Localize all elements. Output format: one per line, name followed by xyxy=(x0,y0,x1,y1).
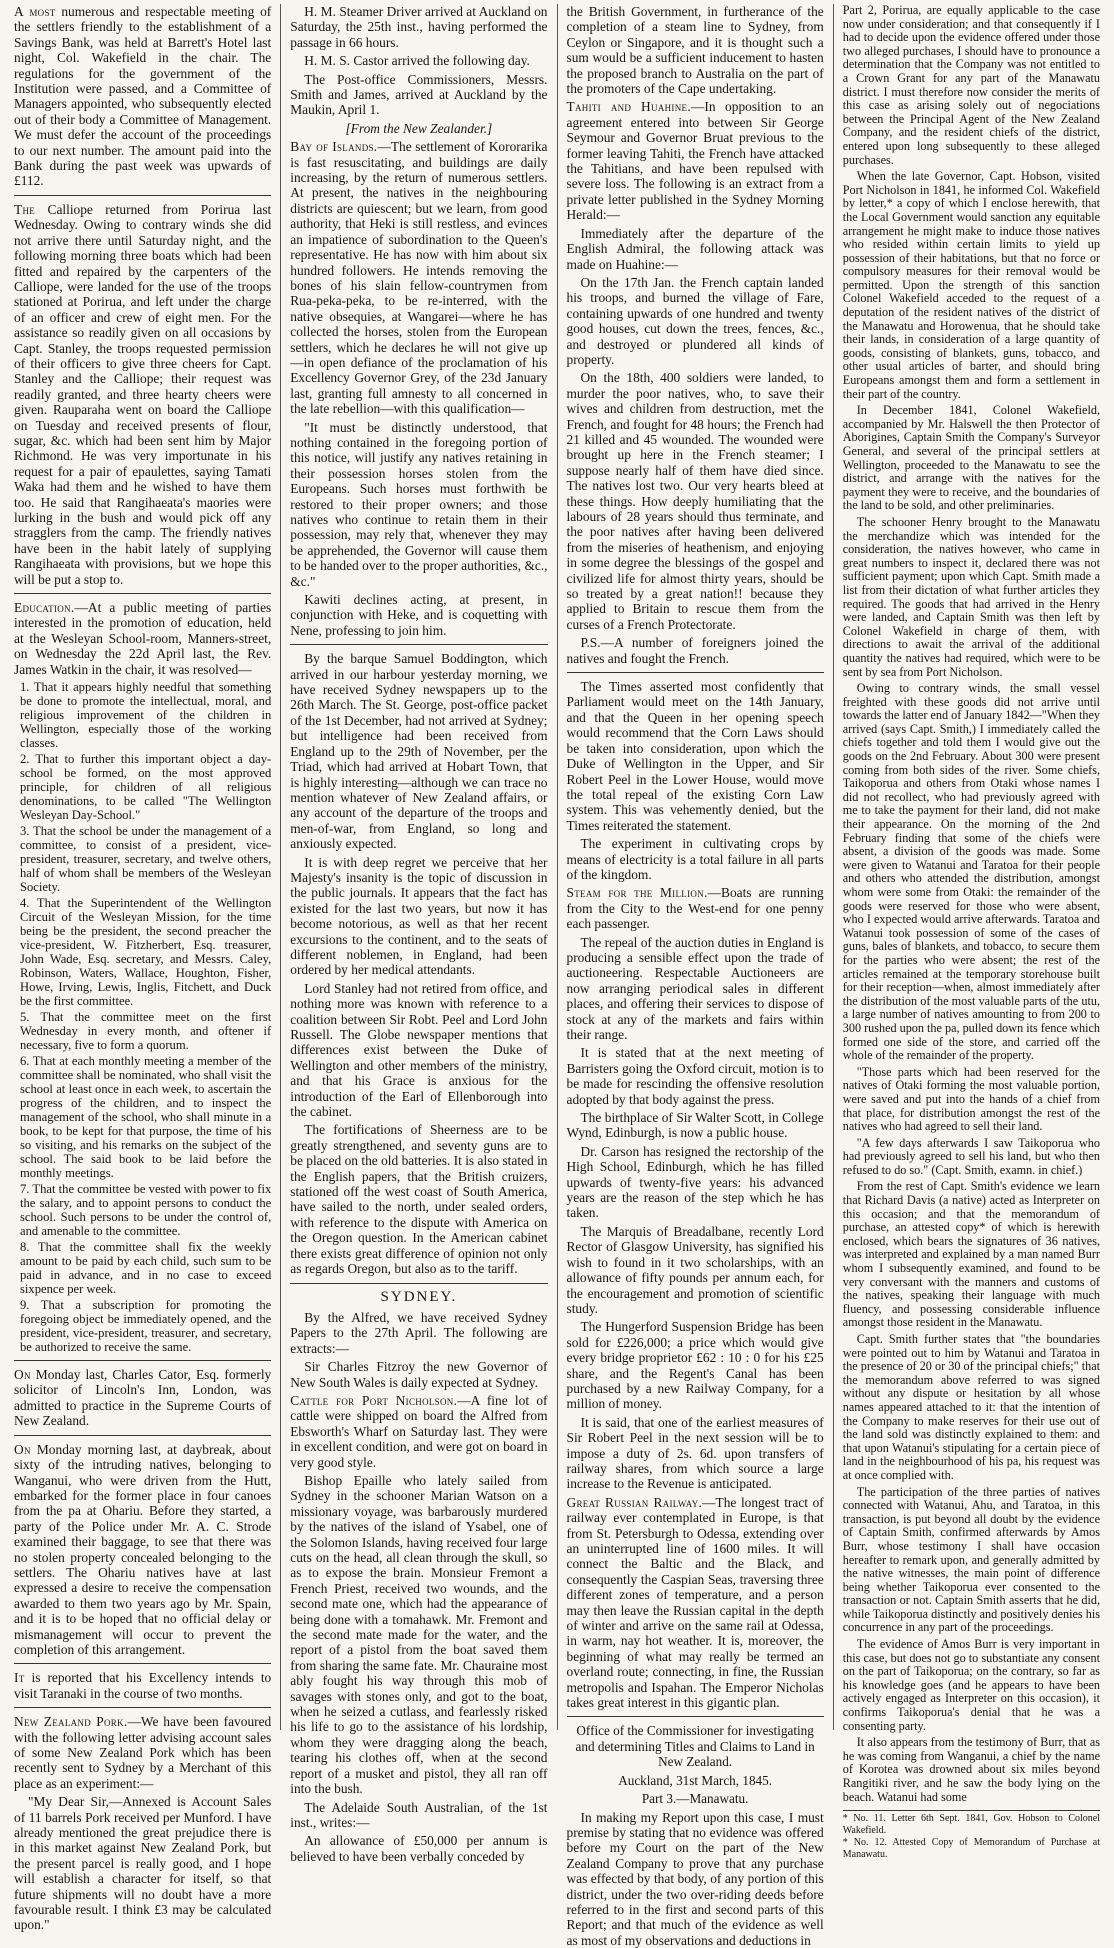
adelaide-article: The Adelaide South Australian, of the 1st inst., writes:— xyxy=(290,1800,547,1831)
bay-of-islands-article: Bay of Islands.—The settlement of Kororarika is fast resuscitating, and buildings are daily increasing, by the return of numerous settlers. At present, the natives in the neighbouring districts are quiescent; but we learn, from good authority, that Heki is still restless, and evinces an impatience of subordination to the Queen's representative. He has now with him about six hundred followers. He intends removing the bones of his slain fellow-countrymen from Rua-peka-peka, to be re-interred, with the native obsequies, at Wangarei—where he has collected the horses, stolen from the European settlers, which he declares he will not give up—in open defiance of the proclamation of his Excellency Governor Grey, of the 23d January last, granting full amnesty to all concerned in the late rebellion—with this qualification— xyxy=(290,139,547,416)
taranaki-article: It is reported that his Excellency intends to visit Taranaki in the course of two months. xyxy=(14,1670,271,1701)
resolution-item: 9. That a subscription for promoting the foregoing object be immediately opened, and the president, vice-president, treasurer, and secretary, be authorized to receive the same. xyxy=(20,1298,271,1354)
russian-railway-article: Great Russian Railway.—The longest tract of railway ever contemplated in Europe, is that from St. Petersburgh to Odessa, extending over an uninterrupted line of 1600 miles. It will connect the Baltic and the Black, and consequently the Caspian Seas, traversing three different zones of temperature, and a person may then leave the Russian capital in the depth of winter and arrive on the same rail at Odessa, in warm, nay hot weather. It is, moreover, the beginning of what may really be termed an overland route; connecting, in fine, the Russian metropolis and Ispahan. The Emperor Nicholas takes great interest in this gigantic plan. xyxy=(567,1495,824,1711)
sheerness-article: The fortifications of Sheerness are to be greatly strengthened, and seventy guns are to be placed on the old batteries. It is also stated in the English papers, that the British cruizers, stationed off the west coast of South America, have sailed to the north, under sealed orders, with reference to the dispute with America on the Oregon question. In the American cabinet there exists great difference of opinion not only as regards Oregon, but also as to the tariff. xyxy=(290,1122,547,1276)
footnotes xyxy=(843,1810,1100,1860)
hobson-paragraph: When the late Governor, Capt. Hobson, visited Port Nicholson in 1841, he informed Col. Wakefield by letter,* a copy of which I enclose herewith, that the Local Government would sanction any equitable arrangement he might make to induce those natives who resided within certain limits to yield up possession of their habitations, but that no force or compulsory measures for their removal would be permitted. Upon the strength of this sanction Colonel Wakefield acceded to the request of a deputation of the resident natives of the district of the Manawatu and Horowenua, that he should take their lands, in consideration of a large quantity of goods, consisting of blankets, guns, tobacco, and other usual articles of barter, and should bring Europeans amongst them and form a settlement in their part of the country. xyxy=(843,170,1100,401)
burr-testimony-paragraph: It also appears from the testimony of Burr, that as he was coming from Wanganui, a chief by the name of Koroteа was drowned about six miles beyond Rangitiki river, and he saw the body lying on the beach. Watanui had some xyxy=(843,1736,1100,1804)
times-article: The Times asserted most confidently that Parliament would meet on the 14th January, and that the Queen in her opening speech would recommend that the Corn Laws should be taken into consideration, upon which the Duke of Wellington in the Upper, and Sir Robert Peel in the Lower House, would move the total repeal of the existing Corn Law system. This was vehemently denied, but the Times reiterated the statement. xyxy=(567,679,824,833)
railway-duty-article: It is said, that one of the earliest measures of Sir Robert Peel in the next session will be to impose a duty of 2s. 6d. upon transfers of railway shares, from which source a large increase to the Revenue is anticipated. xyxy=(567,1415,824,1492)
december-1841-paragraph: In December 1841, Colonel Wakefield, accompanied by Mr. Halswell the then Protector of Aborigines, Captain Smith the Company's Surveyor General, and several of the principal settlers at Wellington, proceeded to the Manawatu to see the district, and arrange with the natives for the payment they were to receive, and the boundaries of the land to be sold, and other preliminaries. xyxy=(843,404,1100,513)
divider xyxy=(14,195,271,196)
carson-article: Dr. Carson has resigned the rectorship of the High School, Edinburgh, which he has filled upwards of twenty-five years: his advanced years are the reason of the step which he has taken. xyxy=(567,1144,824,1221)
source-line: [From the New Zealander.] xyxy=(290,121,547,136)
cator-article: On Monday last, Charles Cator, Esq. formerly solicitor of Lincoln's Inn, London, was admitted to practice in the Supreme Courts of New Zealand. xyxy=(14,1367,271,1429)
resolution-item: 3. That the school be under the management of a committee, to consist of a president, vice-president, treasurer, secretary, and twelve others, half of whom shall be members of the Wesleyan Society. xyxy=(20,824,271,894)
lead-word: A most xyxy=(14,4,56,19)
divider xyxy=(290,644,547,645)
column-3 xyxy=(557,4,833,1730)
burr-evidence-paragraph: The evidence of Amos Burr is very important in this case, but does not go to substantiate any consent on the part of Taikoporua; on the contrary, so far as his knowledge goes (and he appears to have been actively engaged as Interpreter on this occasion), it confirms Taikoporua's denial that he was a consenting party. xyxy=(843,1638,1100,1733)
allowance-article: An allowance of £50,000 per annum is believed to have been verbally conceded by xyxy=(290,1833,547,1864)
steam-million-article: Steam for the Million.—Boats are running from the City to the West-end for one penny each passenger. xyxy=(567,885,824,931)
stanley-article: Lord Stanley had not retired from office, and nothing more was known with reference to a coalition between Sir Robt. Peel and Lord John Russell. The Globe newspaper mentions that differences exist between the Duke of Wellington and other members of the ministry, and that his Grace is anxious for the introduction of the Earl of Ellenborough into the cabinet. xyxy=(290,981,547,1120)
fitzroy-article: Sir Charles Fitzroy the new Governor of New South Wales is daily expected at Sydney. xyxy=(290,1359,547,1390)
sydney-heading: SYDNEY. xyxy=(290,1290,547,1305)
auction-article: The repeal of the auction duties in England is producing a sensible effect upon the trade of auctioneering. Respectable Auctioneers are now arranging periodical sales in different places, and offering their services to dispose of stock at any of the markets and fairs within their range. xyxy=(567,935,824,1043)
driver-article: H. M. Steamer Driver arrived at Auckland on Saturday, the 25th inst., having performed the passage in 66 hours. xyxy=(290,4,547,50)
huahine-attack: On the 17th Jan. the French captain landed his troops, and burned the village of Fare, containing upwards of one hundred and twenty good houses, cut down the trees, fences, &c., and destroyed or plundered all kinds of property. xyxy=(567,275,824,367)
commissioner-office-title: Office of the Commissioner for investigating and determining Titles and Claims to Land in New Zealand. xyxy=(567,1723,824,1769)
post-office-article: The Post-office Commissioners, Messrs. Smith and James, arrived at Auckland by the Maukin, April 1. xyxy=(290,72,547,118)
divider xyxy=(290,1283,547,1284)
scott-article: The birthplace of Sir Walter Scott, in College Wynd, Edinburgh, is now a public house. xyxy=(567,1110,824,1141)
resolutions-list xyxy=(14,680,271,1354)
electricity-article: The experiment in cultivating crops by means of electricity is a total failure in all parts of the kingdom. xyxy=(567,836,824,882)
boddington-article: By the barque Samuel Boddington, which arrived in our harbour yesterday morning, we have received Sydney newspapers up to the 26th March. The St. George, post-office packet of the 1st December, had not arrived at Sydney; but intelligence had been received from England up to the 29th of November, per the Triad, which had arrived at Hobart Town, that is highly interesting—although we can trace no mention whatever of New Zealand affairs, or any account of the departure of the troops and men-of-war, from England, so long and anxiously expected. xyxy=(290,651,547,851)
resolution-item: 4. That the Superintendent of the Wellington Circuit of the Wesleyan Mission, for the time being be the president, the second preacher the vice-president, W. Fitzherbert, Esq. treasurer, John Wade, Esq. secretary, and Messrs. Caley, Robinson, Waters, Wallace, Houghton, Fisher, Howe, Irving, Lewis, Inglis, Fitchett, and Duck be the first committee. xyxy=(20,896,271,1008)
savings-bank-article: A most numerous and respectable meeting of the settlers friendly to the establishment of a Savings Bank, was held at Barrett's Hotel last night, Col. Wakefield in the chair. The regulations for the government of the Institution were passed, and a Committee of Managers appointed, who subsequently elected out of their body a Committee of Management. We must defer the account of the proceedings to our next number. The amount paid into the Bank during the past week was upwards of £112. xyxy=(14,4,271,189)
huahine-intro: Immediately after the departure of the English Admiral, the following attack was made on Huahine:— xyxy=(567,226,824,272)
divider xyxy=(567,1716,824,1717)
barristers-article: It is stated that at the next meeting of Barristers going the Oxford circuit, motion is to be made for rescinding the offensive resolution adopted by that body against the press. xyxy=(567,1045,824,1107)
divider xyxy=(567,672,824,673)
footnote: * No. 12. Attested Copy of Memorandum of Purchase at Manawatu. xyxy=(843,1837,1100,1860)
alfred-article: By the Alfred, we have received Sydney Papers to the 27th April. The following are extracts:— xyxy=(290,1310,547,1356)
kawiti-article: Kawiti declines acting, at present, in conjunction with Heke, and is coquetting with Nene, professing to join him. xyxy=(290,592,547,638)
resolution-item: 6. That at each monthly meeting a member of the committee shall be nominated, who shall visit the school at least once in each week, to ascertain the progress of the children, and to inspect the management of the school, who shall minute in a book, to be kept for that purpose, the time of his so visiting, and his remarks on the subject of the school. The said book to be laid before the monthly meetings. xyxy=(20,1054,271,1180)
divider xyxy=(14,1663,271,1664)
commissioner-office-part: Part 3.—Manawatu. xyxy=(567,1791,824,1806)
calliope-article: The Calliope returned from Porirua last Wednesday. Owing to contrary winds she did not arrive there until Saturday night, and the following morning three boats which had been fitted and repaired by the carpenters of the Calliope, were landed for the use of the troops stationed at Porirua, and left under the charge of an officer and crew of eight men. For the assistance so readily given on all occasions by Capt. Stanley, the troops requested permission of their officers to give three cheers for Capt. Stanley and the Calliope; their request was readily granted, and three hearty cheers were given. Rauparaha went on board the Calliope on Tuesday and received presents of flour, sugar, &c. which had been sent him by Major Richmond. He was very importunate in his request for a pair of epaulettes, saying Tamati Waka had them and he wished to have them too. He said that Rangihaeata's maories were lurking in the bush and would pick off any stragglers from the camp. The friendly natives have been in the habit lately of supplying Rangihaeata with provisions, but we hope this will be put a stop to. xyxy=(14,202,271,587)
taikoporua-paragraph: "A few days afterwards I saw Taikoporua who had previously agreed to sell his land, but who then refused to do so." (Capt. Smith, examn. in chief.) xyxy=(843,1137,1100,1178)
henry-schooner-paragraph: The schooner Henry brought to the Manawatu the merchandize which was intended for the consideration, the natives however, who came in great numbers to inspect it, declared there was not sufficient payment; upon which Capt. Smith made a list from their dictation of what further articles they required. The goods that had arrived in the Henry were landed, and Captain Smith was then left by Colonel Wakefield in charge of them, with directions to await the arrival of the additional quantity the natives had required, which were to be sent by sea from Port Nicholson. xyxy=(843,516,1100,679)
huahine-ps: P.S.—A number of foreigners joined the natives and fought the French. xyxy=(567,635,824,666)
epaille-article: Bishop Epaille who lately sailed from Sydney in the schooner Marian Watson on a missionary voyage, was barbarously murdered by the natives of the island of Ysabel, one of the Solomon Islands, having received four large cuts on the head, all clean through the skull, so as to expose the brain. Monsieur Fremont a French Priest, received two wounds, and the second mate one, which had the appearance of being done with a tomahawk. Mr. Fremont and the second mate made for the water, and the report of a pistol from the boat saved them from sharing the same fate. Mr. Chauraine most ably fought his way through this mob of savages with stones only, and got to the boat, when he seized a cutlass, and fearlessly risked his life to go to the assistance of his lordship, whom they were dragging along the beach, tearing his clothes off, when at the second report of a musket and pistol, they all ran off into the bush. xyxy=(290,1473,547,1797)
commissioner-office-date: Auckland, 31st March, 1845. xyxy=(567,1773,824,1788)
proclamation-quote: "It must be distinctly understood, that nothing contained in the foregoing portion of this notice, will justify any natives retaining in their possession horses stolen from the Europeans. Such horses must forthwith be restored to their proper owners; and those natives who continue to retain them in their possession, may rely that, whenever they may be apprehended, the Governor will cause them to be handed over to the proper authorities, &c., &c." xyxy=(290,420,547,589)
resolution-item: 7. That the committee be vested with power to fix the salary, and to appoint persons to conduct the school. Such persons to be under the control of, and amenable to the committee. xyxy=(20,1182,271,1238)
tahiti-article: Tahiti and Huahine.—In opposition to an agreement entered into between Sir George Seymour and Governor Bruat previous to the former leaving Tahiti, the French have attacked the Tahitians, and have been repulsed with severe loss. The following is an extract from a private letter published in the Sydney Morning Herald:— xyxy=(567,99,824,222)
divider xyxy=(14,1360,271,1361)
divider xyxy=(14,593,271,594)
divider xyxy=(14,1435,271,1436)
resolution-item: 1. That it appears highly needful that something be done to promote the intellectual, moral, and religious improvement of the children in Wellington, especially those of the working classes. xyxy=(20,680,271,750)
education-article: Education.—At a public meeting of parties interested in the promotion of education, held at the Wesleyan School-room, Manners-street, on Wednesday the 22d April last, the Rev. James Watkin in the chair, it was resolved— xyxy=(14,600,271,677)
resolution-item: 5. That the committee meet on the first Wednesday in every month, and oftener if necessary, five to form a quorum. xyxy=(20,1010,271,1052)
resolution-item: 8. That the committee shall fix the weekly amount to be paid by each child, such sum to be paid in advance, and in no case to exceed sixpence per week. xyxy=(20,1240,271,1296)
otaki-paragraph: "Those parts which had been reserved for the natives of Otaki forming the most valuable portion, were saved and put into the hands of a chief from that place, for distribution amongst the rest of the natives who had agreed to sell their land. xyxy=(843,1066,1100,1134)
footnote: * No. 11. Letter 6th Sept. 1841, Gov. Hobson to Colonel Wakefield. xyxy=(843,1813,1100,1836)
breadalbane-article: The Marquis of Breadalbane, recently Lord Rector of Glasgow University, has signified his wish to found in it two scholarships, with an allowance of fifty pounds per annum each, for the encouragement and promotion of scientific study. xyxy=(567,1224,824,1316)
manawatu-report-continued: Part 2, Porirua, are equally applicable to the case now under consideration; and that consequently if I had to decide upon the evidence offered under those two alleged purchases, I should have to pronounce a determination that the Company was not entitled to a Crown Grant for any part of the Manawatu district. I must therefore now consider the merits of this case as arising solely out of negociations between the Principal Agent of the New Zealand Company, and the resident chiefs of the district, entered upon long subsequently to these alleged purchases. xyxy=(843,4,1100,167)
wanganui-natives-article: On Monday morning last, at daybreak, about sixty of the intruding natives, belonging to Wanganui, who were driven from the Hutt, embarked for the former place in four canoes from the pa at Ohariu. Before they started, a party of the Police under Mr. A. C. Strode examined their baggage, to see that there was no stolen property concealed belonging to the settlers. The Ohariu natives have at last expressed a desire to receive the compensation awarded to them two years ago by Mr. Spain, and it is to be hoped that no official delay or mismanagement will occur to prevent the completion of this arrangement. xyxy=(14,1442,271,1658)
column-2 xyxy=(280,4,556,1730)
divider xyxy=(14,1707,271,1708)
steam-line-continued: the British Government, in furtherance of the completion of a steam line to Sydney, from Ceylon or Singapore, and it is thought such a sum would be a sufficient inducement to hasten the proposed branch to Australia on the part of the promoters of the Cape undertaking. xyxy=(567,4,824,96)
pork-letter: "My Dear Sir,—Annexed is Account Sales of 11 barrels Pork received per Munford. I have already mentioned the great prejudice there is in this market against New Zealand Pork, but the present parcel is really good, and I hope will establish a character for itself, so that future shipments will no doubt have a more favourable result. I think £3 may be calculated upon." xyxy=(14,1794,271,1933)
resolution-item: 2. That to further this important object a day-school be formed, on the most approved principle, for children of all religious denominations, to be called "The Wellington Wesleyan Day-School." xyxy=(20,752,271,822)
column-1 xyxy=(5,4,280,1730)
manawatu-report-start: In making my Report upon this case, I must premise by stating that no evidence was offered before my Court on the part of the New Zealand Company to prove that any purchase was effected by that body, of any portion of this district, under the two over-riding deeds before referred to in the first and second parts of this Report; and that much of the evidence as well as most of my observations and deductions in xyxy=(567,1810,824,1948)
hungerford-article: The Hungerford Suspension Bridge has been sold for £226,000; a price which would give every bridge proprietor £62 : 10 : 0 for his £25 share, and the Regent's Canal has been purchased by a new Railway Company, for a million of money. xyxy=(567,1319,824,1411)
pork-article: New Zealand Pork.—We have been favoured with the following letter advising account sales of some New Zealand Pork which has been recently sent to Sydney by a Merchant of this place as an experiment:— xyxy=(14,1714,271,1791)
castor-article: H. M. S. Castor arrived the following day. xyxy=(290,53,547,68)
smith-evidence-paragraph: From the rest of Capt. Smith's evidence we learn that Richard Davis (a native) acted as Interpreter on this occasion; and that the memorandum of purchase, an attested copy* of which is herewith enclosed, which bears the signatures of 36 natives, was interpreted and explained by a man named Burr whom I subsequently examined, and found to be very conversant with the manners and customs of the natives, speaking their language with much fluency, and possessing considerable influence amongst those resident in the Manawatu. xyxy=(843,1180,1100,1330)
boundaries-paragraph: Capt. Smith further states that "the boundaries were pointed out to him by Watanui and Taratoa in the presence of 20 or 30 of the principal chiefs;" that the memorandum above referred to was signed without any dispute or hesitation by all whose names appeared attached to it: that the intention of the Company to make reserves for their use out of the land sold was distinctly explained to them: and that upon Watanui's stipulating for a certain piece of land in the neighbourhood of his pa, his request was at once complied with. xyxy=(843,1333,1100,1483)
majesty-article: It is with deep regret we perceive that her Majesty's insanity is the topic of discussion in the public journals. It appears that the fact has existed for the last two years, but now it has become notorious, as well as that her recent excursions to the continent, and to the seats of different noblemen, in England, had been ordered by her medical attendants. xyxy=(290,855,547,978)
huahine-soldiers: On the 18th, 400 soldiers were landed, to murder the poor natives, who, to save their wives and children from destruction, met the French, and fought for 48 hours; the French had 21 killed and 45 wounded. The wounded were brought up here in the French steamer; I suppose nearly half of them have died since. The natives lost two. Our very hearts bleed at these things. How deeply humiliating that the labours of 28 years should thus terminate, and the poor natives after having been delivered from the miseries of heathenism, and enjoying in some degree the blessings of the gospel and civilized life for almost thirty years, should be so treated by a great nation!! because they applied to Britain to rescue them from the curses of a French Protectorate. xyxy=(567,370,824,632)
participation-paragraph: The participation of the three parties of natives connected with Watanui, Ahu, and Taratoa, in this transaction, is put beyond all doubt by the evidence of Captain Smith, confirmed afterwards by Amos Burr, whose testimony I shall have occasion hereafter to remark upon, and generally admitted by the native witnesses, the main point of difference being whether Taikoporua ever consented to the transaction or not. Captain Smith asserts that he did, while Taikoporua distinctly and positively denies his concurrence in any part of the proceedings. xyxy=(843,1486,1100,1636)
contrary-winds-paragraph: Owing to contrary winds, the small vessel freighted with these goods did not arrive until towards the latter end of January 1842—"When they arrived (says Capt. Smith,) I immediately called the chiefs together and told them I would give out the goods on the 2nd February. About 300 were present coming from both sides of the river. Some chiefs, Taikoporua and others from Otaki whose names I did not recollect, who had previously agreed with me to take the payment for their land, did not make their appearance. On the morning of the 2nd February finding that some of the chiefs were absent, a division of the goods was made. Some were given to Watanui and Taratoa for their people and others who attended the distribution, amongst whom were some from Otaki: the remainder of the goods were reserved for those who were absent, who I expected would arrive afterwards. Taratoa and Watanui took possession of some of the cases of guns, bales of blankets, and tobacco, to secure them for the parties who were absent; the rest of the articles remained at the temporary storehouse built for their reception—when, almost immediately after the distribution of the most valuable parts of the utu, a large number of natives amounting to from 200 to 300 rushed upon the pa, pulled down its fence which formed one side of the store, and carried off the whole of the remainder of the property. xyxy=(843,682,1100,1063)
cattle-article: Cattle for Port Nicholson.—A fine lot of cattle were shipped on board the Alfred from Ebsworth's Wharf on Saturday last. They were in excellent condition, and were got on board in very good style. xyxy=(290,1393,547,1470)
column-4 xyxy=(833,4,1109,1730)
